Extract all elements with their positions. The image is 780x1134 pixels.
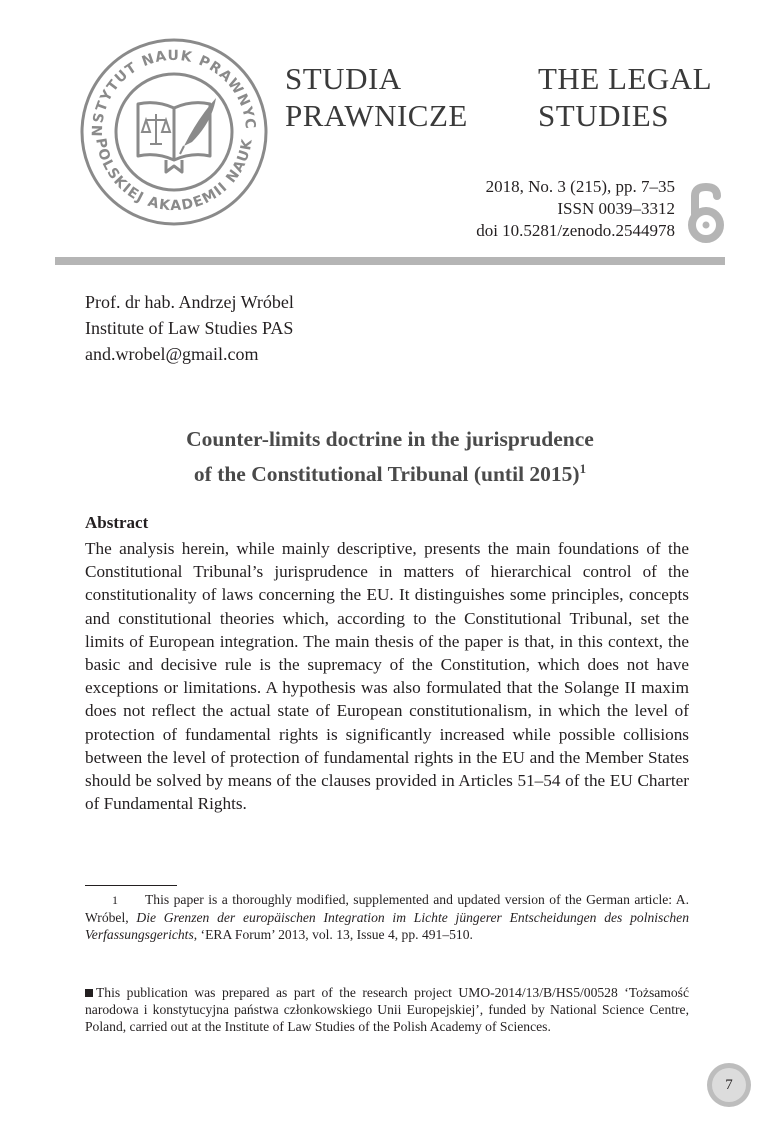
page-number: 7 <box>712 1068 746 1102</box>
doi-link[interactable]: doi 10.5281/zenodo.2544978 <box>476 221 675 240</box>
title-footnote-ref[interactable]: 1 <box>579 461 587 476</box>
author-block <box>85 289 294 367</box>
journal-pl-line1: STUDIA <box>285 61 402 96</box>
footnote-italic-title: Die Grenzen der europäischen Integration im Lichte jüngerer Entscheidungen des polnischen Verfassungsgerichts <box>85 910 689 942</box>
journal-title-polish <box>285 60 468 134</box>
page-number-badge <box>707 1063 751 1107</box>
square-bullet-icon <box>85 989 93 997</box>
issn: ISSN 0039–3312 <box>557 199 675 218</box>
journal-en-line1: THE LEGAL <box>538 61 713 96</box>
title-line1: Counter-limits doctrine in the jurisprudence <box>186 427 594 451</box>
footnote-number: 1 <box>112 893 118 907</box>
funding-note <box>85 984 689 1035</box>
footnote-text-after: , ‘ERA Forum’ 2013, vol. 13, Issue 4, pp. 491–510. <box>193 927 473 942</box>
footnote-divider <box>85 885 177 886</box>
issue-info: 2018, No. 3 (215), pp. 7–35 <box>485 177 675 196</box>
title-line2: of the Constitutional Tribunal (until 2015) <box>193 462 580 487</box>
institute-seal-logo <box>80 38 268 226</box>
seal-ring-top-text: NSTYTUT NAUK PRAWNYC <box>89 47 259 137</box>
issue-metadata <box>476 176 675 242</box>
header-divider <box>55 257 725 265</box>
journal-title-english <box>538 60 712 134</box>
journal-en-line2: STUDIES <box>538 98 669 133</box>
open-access-icon <box>686 182 726 244</box>
author-affiliation: Institute of Law Studies PAS <box>85 318 294 338</box>
journal-pl-line2: PRAWNICZE <box>285 98 468 133</box>
abstract-text: The analysis herein, while mainly descriptive, presents the main foundations of the Constitutional Tribunal’s jurisprudence in matters of hierarchical control of the constitutionality of laws concerning the EU. It distinguishes some principles, concepts and constitutional theories which, according to the Constitutional Tribunal, set the limits of European integration. The main thesis of the paper is that, in this context, the basic and decisive rule is the supremacy of the Constitution, which does not have exceptions or limitations. A hypothesis was also formulated that the Solange II maxim does not reflect the actual state of European constitutionalism, in which the level of protection of fundamental rights is significantly increased while possible collisions between the level of protection of fundamental rights in the EU and the Member States should be solved by means of the clauses provided in Articles 51–54 of the EU Charter of Fundamental Rights. <box>85 539 689 814</box>
funding-note-text: This publication was prepared as part of the research project UMO-2014/13/B/HS5/00528 ‘Tożsamość narodowa i konstytucyjna państwa członkowskiego Unii Europejskiej’, funded by National Science Centre, Poland, carried out at the Institute of Law Studies of the Polish Academy of Sciences. <box>85 985 689 1034</box>
footnote-1 <box>85 891 689 943</box>
article-title <box>85 425 695 489</box>
author-name: Prof. dr hab. Andrzej Wróbel <box>85 292 294 312</box>
footnote-text-before: This paper is a thoroughly modified, supplemented and updated version of the German article: A. Wróbel, <box>85 892 689 925</box>
institute-seal-icon <box>80 38 268 226</box>
seal-ring-bottom-text: POLSKIEJ AKADEMII NAUK <box>92 136 256 215</box>
abstract-heading: Abstract <box>85 513 149 532</box>
author-email[interactable]: and.wrobel@gmail.com <box>85 344 259 364</box>
title-line2-wrap <box>85 454 695 489</box>
